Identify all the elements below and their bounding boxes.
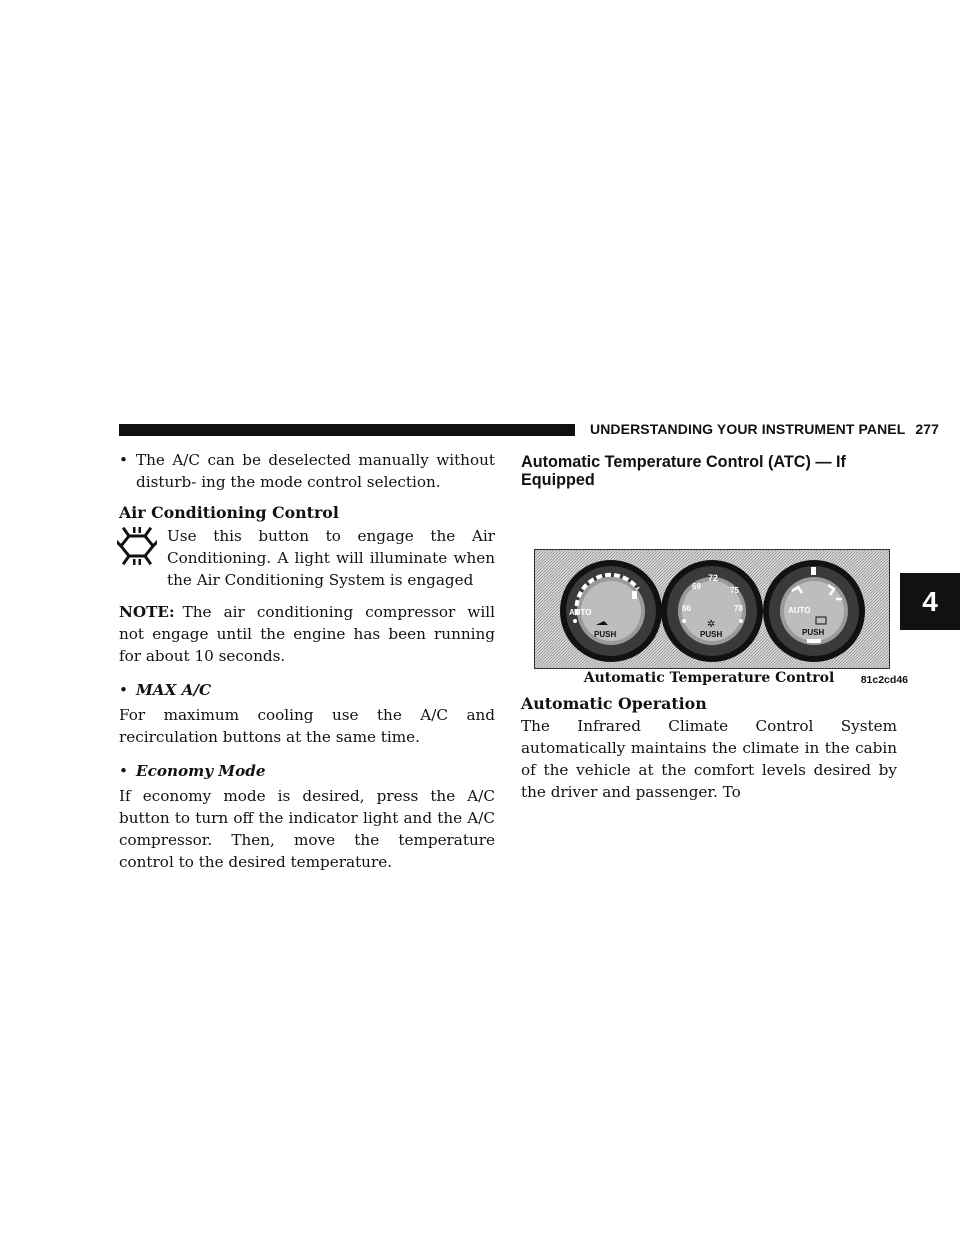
temp-75: 75 xyxy=(730,586,739,595)
ac-heading: Air Conditioning Control xyxy=(119,503,339,522)
page-number: 277 xyxy=(915,421,940,437)
note-paragraph xyxy=(119,601,495,667)
temp-72: 72 xyxy=(708,573,719,583)
max-ac-body: For maximum cooling use the A/C and recirculation buttons at the same time. xyxy=(119,706,495,746)
left-column xyxy=(119,449,495,873)
economy-body: If economy mode is desired, press the A/C button to turn off the indicator light and the A/C compressor. Then, move the temperature control to the desired temperature. xyxy=(119,787,495,871)
figure-caption: Automatic Temperature Control xyxy=(583,670,835,686)
bullet-max-ac xyxy=(119,679,495,701)
chapter-tab: 4 xyxy=(900,573,960,630)
bullet-economy xyxy=(119,760,495,782)
bullet-icon: • xyxy=(119,451,128,469)
center-push-label: PUSH xyxy=(700,630,723,639)
auto-op-heading: Automatic Operation xyxy=(521,694,707,713)
right-dial xyxy=(763,560,865,662)
left-auto-label: AUTO xyxy=(569,608,592,617)
running-header xyxy=(590,421,939,437)
atc-heading: Automatic Temperature Control (ATC) — If Equipped xyxy=(521,453,846,489)
temp-66: 66 xyxy=(682,604,691,613)
right-push-label: PUSH xyxy=(802,628,825,637)
header-rule xyxy=(119,424,575,436)
temp-69: 69 xyxy=(692,582,701,591)
right-auto-label: AUTO xyxy=(788,606,811,615)
ac-snowflake-icon: ✲ xyxy=(707,619,716,630)
temp-78: 78 xyxy=(734,604,743,613)
note-label: NOTE: xyxy=(119,603,175,621)
bullet-ac-deselect xyxy=(119,449,495,493)
max-ac-title: MAX A/C xyxy=(136,681,212,699)
center-dial xyxy=(661,560,763,662)
left-push-label: PUSH xyxy=(594,630,617,639)
climate-panel-illustration xyxy=(534,549,890,669)
auto-op-body: The Infrared Climate Control System automatically maintains the climate in the cabin of the vehicle at the comfort levels desired by the driver and passenger. To xyxy=(521,717,897,801)
ac-block xyxy=(119,524,495,591)
section-title: UNDERSTANDING YOUR INSTRUMENT PANEL xyxy=(590,421,906,437)
snowflake-icon xyxy=(117,526,157,566)
bullet-text: The A/C can be deselected manually without disturb- ing the mode control selection. xyxy=(136,451,495,491)
left-dial xyxy=(560,560,662,662)
ac-body: Use this button to engage the Air Conditioning. A light will illuminate when the Air Conditioning System is engaged xyxy=(167,527,495,589)
note-body: The air conditioning compressor will not engage until the engine has been running for about 10 seconds. xyxy=(119,603,495,665)
right-column xyxy=(521,449,908,803)
economy-title: Economy Mode xyxy=(136,762,266,780)
figure-code: 81c2cd46 xyxy=(860,674,908,686)
bullet-icon: • xyxy=(119,762,128,780)
bullet-icon: • xyxy=(119,681,128,699)
